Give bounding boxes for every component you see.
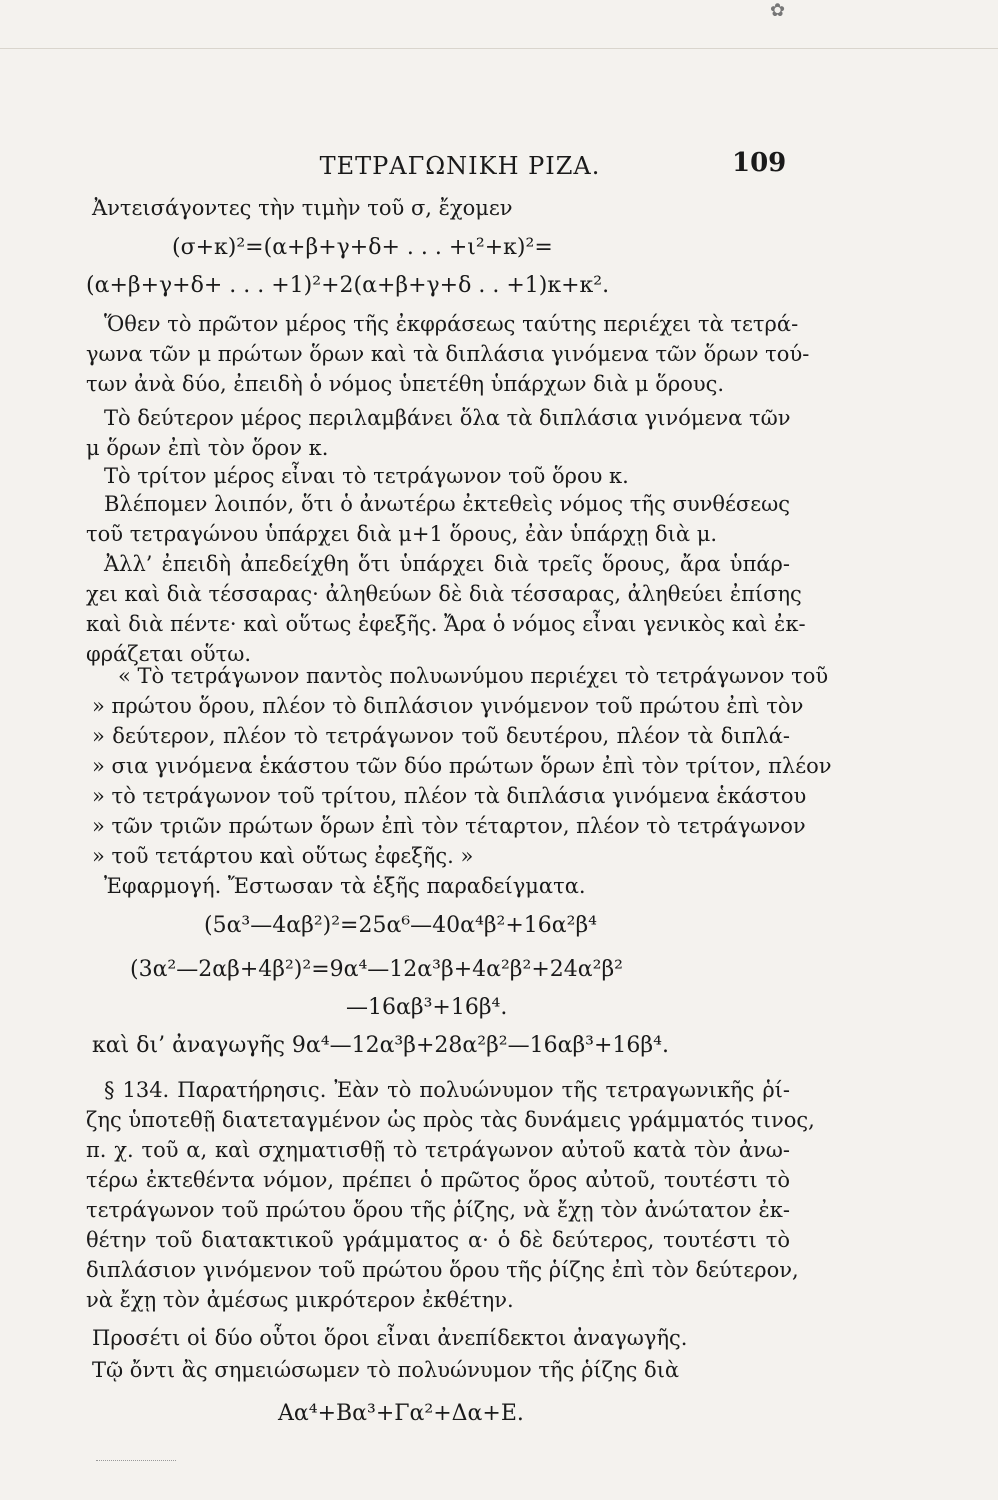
text-line: νὰ ἔχῃ τὸν ἀμέσως μικρότερον ἐκθέτην. [86,1288,514,1312]
text-line: μ ὅρων ἐπὶ τὸν ὅρον κ. [86,436,329,460]
formula-line: Αα⁴+Βα³+Γα²+Δα+Ε. [278,1401,524,1426]
text-line: Ἀντεισάγοντες τὴν τιμὴν τοῦ σ, ἔχομεν [92,196,513,220]
quoted-line: » δεύτερον, πλέον τὸ τετράγωνον τοῦ δευτέρου, πλέον τὰ διπλά- [92,724,790,748]
text-line: τοῦ τετραγώνου ὑπάρχει διὰ μ+1 ὅρους, ἐὰν ὑπάρχῃ διὰ μ. [86,522,718,546]
page-number: 109 [732,148,787,178]
quoted-line: » τὸ τετράγωνον τοῦ τρίτου, πλέον τὰ διπλάσια γινόμενα ἑκάστου [92,784,807,808]
text-line: Ἀλλ’ ἐπειδὴ ἀπεδείχθη ὅτι ὑπάρχει διὰ τρεῖς ὅρους, ἄρα ὑπάρ- [104,552,790,576]
text-line: τετράγωνον τοῦ πρώτου ὅρου τῆς ῥίζης, νὰ ἔχῃ τὸν ἀνώτατον ἐκ- [86,1198,790,1222]
text-line: φράζεται οὕτω. [86,642,252,666]
text-line: Ὅθεν τὸ πρῶτον μέρος τῆς ἐκφράσεως ταύτης περιέχει τὰ τετρά- [104,312,799,336]
text-line: Τῷ ὄντι ἂς σημειώσωμεν τὸ πολυώνυμον τῆς ῥίζης διὰ [92,1358,680,1382]
text-line: Ἐφαρμογή. Ἔστωσαν τὰ ἑξῆς παραδείγματα. [104,874,586,898]
remark-line: § 134. Παρατήρησις. Ἐὰν τὸ πολυώνυμον τῆς τετραγωνικῆς ῥί- [104,1078,790,1102]
quoted-line: » σια γινόμενα ἑκάστου τῶν δύο πρώτων ὅρων ἐπὶ τὸν τρίτον, πλέον [92,754,832,778]
text-line: Βλέπομεν λοιπόν, ὅτι ὁ ἀνωτέρω ἐκτεθεὶς νόμος τῆς συνθέσεως [104,492,790,516]
text-line: Τὸ δεύτερον μέρος περιλαμβάνει ὅλα τὰ διπλάσια γινόμενα τῶν [104,406,791,430]
formula-line: (5α³—4αβ²)²=25α⁶—40α⁴β²+16α²β⁴ [204,913,598,938]
text-line: χει καὶ διὰ τέσσαρας· ἀληθεύων δὲ διὰ τέσσαρας, ἀληθεύει ἐπίσης [86,582,802,606]
text-line: γωνα τῶν μ πρώτων ὅρων καὶ τὰ διπλάσια γινόμενα τῶν ὅρων τού- [86,342,810,366]
text-line: των ἀνὰ δύο, ἐπειδὴ ὁ νόμος ὑπετέθη ὑπάρχων διὰ μ ὅρους. [86,372,725,396]
quoted-line: » πρώτου ὅρου, πλέον τὸ διπλάσιον γινόμενον τοῦ πρώτου ἐπὶ τὸν [92,694,804,718]
running-header: ΤΕΤΡΑΓΩΝΙΚΗ ΡΙΖΑ. [319,152,601,180]
text-line: Προσέτι οἱ δύο οὗτοι ὅροι εἶναι ἀνεπίδεκτοι ἀναγωγῆς. [92,1326,688,1350]
quoted-line: « Τὸ τετράγωνον παντὸς πολυωνύμου περιέχει τὸ τετράγωνον τοῦ [118,664,829,688]
formula-line: καὶ δι’ ἀναγωγῆς 9α⁴—12α³β+28α²β²—16αβ³+16β⁴. [92,1033,669,1058]
quoted-line: » τοῦ τετάρτου καὶ οὕτως ἐφεξῆς. » [92,844,474,868]
text-line: θέτην τοῦ διατακτικοῦ γράμματος α· ὁ δὲ δεύτερος, τουτέστι τὸ [86,1228,790,1252]
text-line: π. χ. τοῦ α, καὶ σχηματισθῇ τὸ τετράγωνον αὐτοῦ κατὰ τὸν ἀνω- [86,1138,790,1162]
text-line: τέρω ἐκτεθέντα νόμον, πρέπει ὁ πρῶτος ὅρος αὐτοῦ, τουτέστι τὸ [86,1168,790,1192]
quoted-line: » τῶν τριῶν πρώτων ὅρων ἐπὶ τὸν τέταρτον, πλέον τὸ τετράγωνον [92,814,806,838]
text-line: καὶ διὰ πέντε· καὶ οὕτως ἐφεξῆς. Ἄρα ὁ νόμος εἶναι γενικὸς καὶ ἐκ- [86,612,806,636]
formula-line: (σ+κ)²=(α+β+γ+δ+ . . . +ι²+κ)²= [172,235,553,260]
scan-corner-mark-icon: ✿ [770,0,786,21]
formula-line: (α+β+γ+δ+ . . . +1)²+2(α+β+γ+δ . . +1)κ+κ². [86,273,610,298]
scan-smudge [96,1460,176,1471]
text-line: διπλάσιον γινόμενον τοῦ πρώτου ὅρου τῆς ῥίζης ἐπὶ τὸν δεύτερον, [86,1258,799,1282]
text-line: ζης ὑποτεθῇ διατεταγμένον ὡς πρὸς τὰς δυνάμεις γράμματός τινος, [86,1108,815,1132]
text-line: Τὸ τρίτον μέρος εἶναι τὸ τετράγωνον τοῦ ὅρου κ. [104,464,629,488]
formula-line: (3α²—2αβ+4β²)²=9α⁴—12α³β+4α²β²+24α²β² [130,957,623,982]
formula-line: —16αβ³+16β⁴. [346,995,508,1020]
scan-top-edge [0,0,998,49]
